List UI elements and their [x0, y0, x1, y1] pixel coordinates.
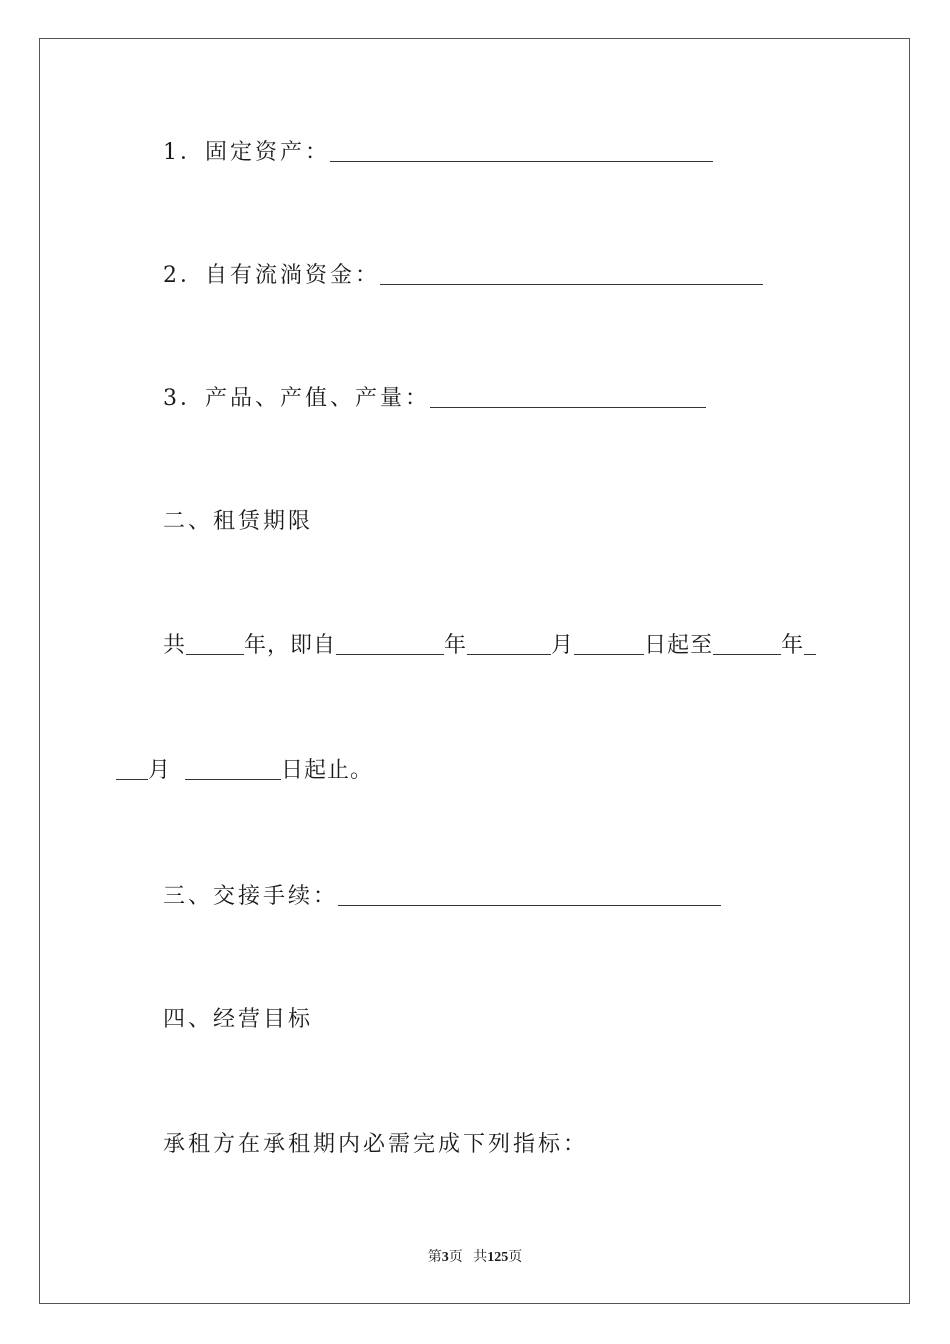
footer-total-suffix: 页 — [508, 1250, 523, 1265]
section-lease-term — [163, 507, 313, 537]
lease-term-line-2 — [116, 756, 373, 786]
lease-yue-1: 月 — [551, 633, 575, 658]
targets-intro-text: 承租方在承租期内必需完成下列指标： — [163, 1132, 589, 1157]
item-products-label: 3．产品、产值、产量： — [163, 386, 430, 411]
item-working-capital-label: 2．自有流淌资金： — [163, 263, 380, 288]
page-footer — [0, 1246, 950, 1266]
item-fixed-assets — [163, 138, 713, 168]
lease-term-heading: 二、租赁期限 — [163, 509, 314, 534]
footer-page-number: 3 — [441, 1250, 449, 1265]
start-month-blank[interactable] — [467, 632, 551, 655]
fixed-assets-blank[interactable] — [330, 139, 713, 162]
section-business-goals — [163, 1005, 313, 1035]
page-border — [39, 38, 910, 1304]
handover-heading: 三、交接手续： — [163, 884, 339, 909]
lease-ri-qi-zhi-end: 日起止。 — [281, 758, 374, 783]
products-blank[interactable] — [430, 385, 706, 408]
end-day-blank[interactable] — [185, 757, 281, 780]
item-fixed-assets-label: 1．固定资产： — [163, 140, 330, 165]
start-day-blank[interactable] — [574, 632, 644, 655]
lease-nian-ji-zi: 年，即自 — [244, 633, 337, 658]
lease-ri-qi-zhi: 日起至 — [644, 633, 714, 658]
start-year-blank[interactable] — [336, 632, 444, 655]
business-goals-heading: 四、经营目标 — [163, 1007, 314, 1032]
targets-intro-paragraph — [163, 1130, 588, 1160]
lease-nian-2: 年 — [781, 633, 805, 658]
item-working-capital — [163, 261, 763, 291]
footer-prefix: 第 — [427, 1250, 442, 1265]
lease-years-blank[interactable] — [186, 632, 244, 655]
footer-page-suffix: 页 — [448, 1250, 463, 1265]
lease-yue-2: 月 — [148, 758, 172, 783]
section-handover — [163, 882, 721, 912]
handover-blank[interactable] — [338, 883, 721, 906]
end-month-blank-cont[interactable] — [116, 757, 148, 780]
footer-total-pages: 125 — [487, 1250, 509, 1265]
lease-nian-1: 年 — [444, 633, 468, 658]
end-month-blank-start[interactable] — [804, 632, 816, 655]
lease-gong: 共 — [163, 633, 187, 658]
end-year-blank[interactable] — [713, 632, 781, 655]
footer-total-prefix: 共 — [473, 1250, 488, 1265]
item-products — [163, 384, 706, 414]
working-capital-blank[interactable] — [380, 262, 763, 285]
lease-term-line-1 — [163, 631, 816, 661]
